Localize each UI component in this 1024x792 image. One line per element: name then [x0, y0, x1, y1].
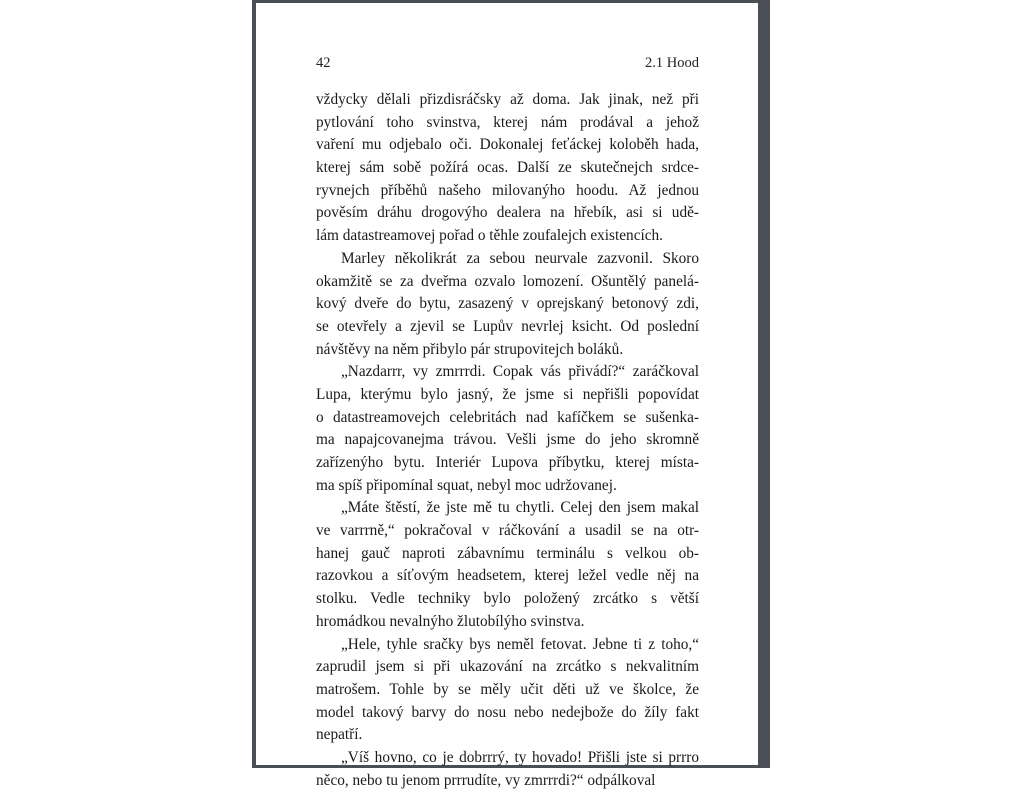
text-line: lám datastreamovej pořad o těhle zoufalejch existencích.: [316, 227, 664, 245]
text-line: „Víš hovno, co je dobrrrý, ty hovado! Přišli jste si prrro: [341, 748, 699, 766]
text-line: se otevřely a zjevil se Lupův nevrlej ksicht. Od poslední: [316, 317, 699, 335]
text-line: kový dveře do bytu, zasazený v oprejskaný betonový zdi,: [316, 295, 699, 313]
paragraph: [316, 89, 699, 248]
text-line: zařízenýho bytu. Interiér Lupova příbytku, kterej místa-: [316, 454, 699, 471]
paragraph: [316, 248, 699, 361]
text-line: pytlování toho svinstva, kterej nám prodával a jehož: [316, 113, 699, 131]
text-line: zaprudil jsem si při ukazování na zrcátko s nekvalitním: [316, 658, 699, 676]
running-head: [316, 55, 699, 75]
text-line: „Nazdarrr, vy zmrrrdi. Copak vás přivádí?“ zaráčkoval: [341, 363, 699, 381]
paragraph: [316, 361, 699, 497]
paragraph: [316, 634, 699, 747]
text-line: pověsím dráhu drogovýho dealera na hřebík, asi si udě-: [316, 204, 699, 222]
text-line: ryvnejch příběhů našeho milovanýho hoodu. Až jednou: [316, 181, 699, 199]
text-line: razovkou a síťovým headsetem, kterej ležel vedle něj na: [316, 567, 699, 585]
paragraph: [316, 747, 699, 792]
chapter-title: 2.1 Hood: [645, 55, 699, 71]
text-line: stolku. Vedle techniky bylo položený zrcátko s větší: [316, 590, 699, 608]
body-text: [316, 89, 699, 792]
text-line: hromádkou nevalnýho žlutobílýho svinstva.: [316, 612, 585, 630]
book-page: [256, 3, 758, 789]
text-line: vždycky dělali přizdisráčsky až doma. Jak jinak, než při: [316, 91, 699, 108]
text-line: hanej gauč naproti zábavnímu terminálu s velkou ob-: [316, 544, 699, 562]
text-line: Lupa, kterýmu bylo jasný, že jsme si nepřišli popovídat: [316, 385, 699, 403]
text-line: ve varrrně,“ pokračoval v ráčkování a usadil se na otr-: [316, 522, 699, 540]
text-line: něco, nebo tu jenom prrrudíte, vy zmrrrdi?“ odpálkoval: [316, 771, 656, 789]
page-number: 42: [316, 55, 331, 71]
text-line: „Máte štěstí, že jste mě tu chytli. Celej den jsem makal: [341, 499, 699, 517]
paragraph: [316, 497, 699, 633]
text-line: matrošem. Tohle by se měly učit děti už ve školce, že: [316, 680, 699, 698]
text-line: Marley několikrát za sebou neurvale zazvonil. Skoro: [341, 249, 699, 267]
text-line: ma spíš připomínal squat, nebyl moc udržovanej.: [316, 476, 617, 494]
text-line: okamžitě se za dveřma ozvalo lomození. Ošuntělý panelá-: [316, 272, 699, 290]
text-line: „Hele, tyhle sračky bys neměl fetovat. Jebne ti z toho,“: [341, 635, 699, 653]
text-line: o datastreamovejch celebritách nad kafíčkem se sušenka-: [316, 408, 699, 426]
text-line: nepatří.: [316, 726, 363, 744]
text-line: návštěvy na něm přibylo pár strupovitejch boláků.: [316, 340, 624, 358]
text-line: model takový barvy do nosu nebo nedejbože do žíly fakt: [316, 703, 699, 721]
text-line: kterej sám sobě požírá ocas. Další ze skutečnejch srdce-: [316, 159, 699, 177]
text-line: ma napajcovanejma trávou. Vešli jsme do jeho skromně: [316, 431, 699, 449]
text-line: vaření mu odjebalo oči. Dokonalej feťáckej koloběh hada,: [316, 136, 699, 154]
